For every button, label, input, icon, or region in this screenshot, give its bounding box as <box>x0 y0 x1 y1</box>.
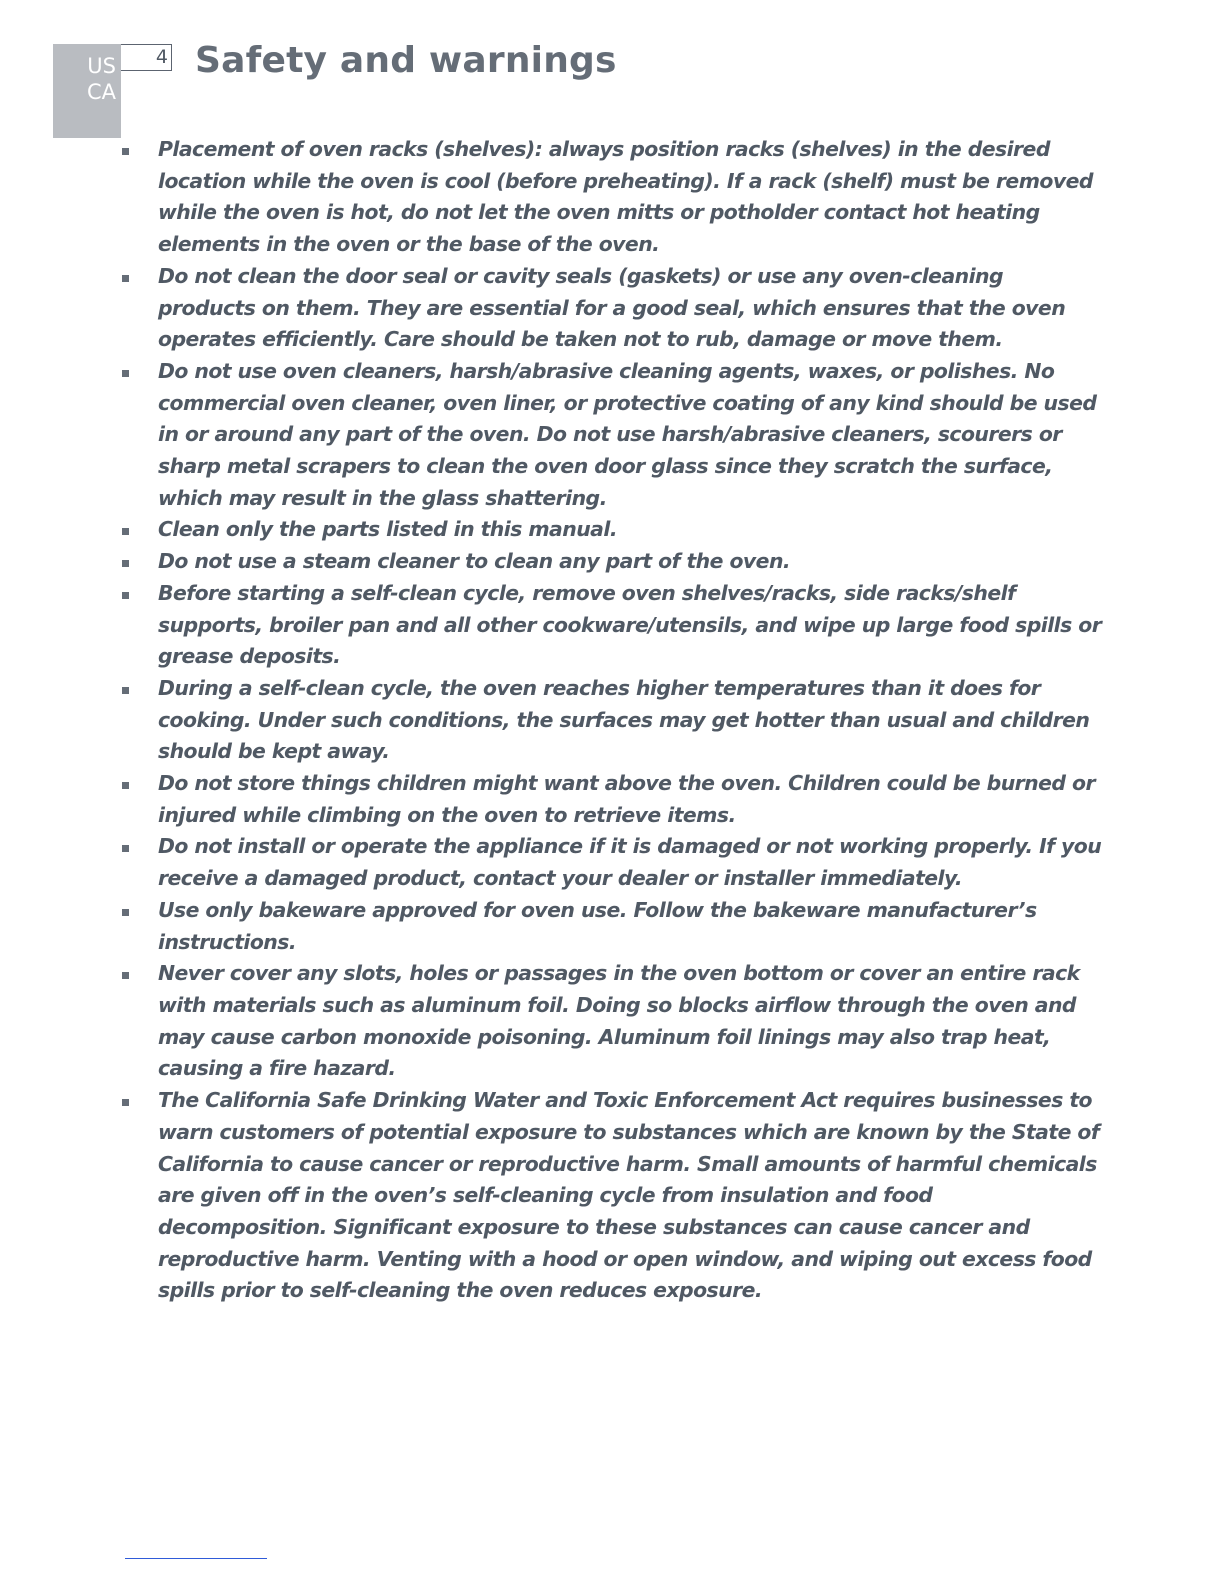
safety-list-item <box>120 673 1105 768</box>
safety-warnings-list <box>120 134 1105 1307</box>
square-bullet-icon <box>122 148 129 155</box>
safety-item-text: Use only bakeware approved for oven use. Follow the bakeware manufacturer’s instructions. <box>158 897 1037 954</box>
square-bullet-icon <box>122 909 129 916</box>
page-title: Safety and warnings <box>195 40 617 81</box>
square-bullet-icon <box>122 845 129 852</box>
safety-list-item <box>120 831 1105 894</box>
square-bullet-icon <box>122 592 129 599</box>
safety-item-text: The California Safe Drinking Water and Toxic Enforcement Act requires businesses to warn customers of potential exposure to substances which are known by the State of California to cause cancer or reproductive harm. Small amounts of harmful chemicals are given off in the oven’s self-cleaning cycle from insulation and food decomposition. Significant exposure to these substances can cause cancer and reproductive harm. Venting with a hood or open window, and wiping out excess food spills prior to self-cleaning the oven reduces exposure. <box>158 1088 1100 1303</box>
safety-item-text: Before starting a self-clean cycle, remove oven shelves/racks, side racks/shelf supports, broiler pan and all other cookware/utensils, and wipe up large food spills or grease deposits. <box>158 580 1102 669</box>
page-number-box <box>121 44 172 71</box>
square-bullet-icon <box>122 687 129 694</box>
safety-list-item <box>120 958 1105 1085</box>
square-bullet-icon <box>122 782 129 789</box>
safety-item-text: During a self-clean cycle, the oven reaches higher temperatures than it does for cooking. Under such conditions, the surfaces may get hotter than usual and children should be kept away. <box>158 675 1090 764</box>
square-bullet-icon <box>122 560 129 567</box>
safety-list-item <box>120 1085 1105 1307</box>
square-bullet-icon <box>122 275 129 282</box>
region-code-ca: CA <box>86 80 116 104</box>
region-tab <box>53 44 121 138</box>
safety-item-text: Clean only the parts listed in this manual. <box>158 517 618 542</box>
safety-list-item <box>120 514 1105 546</box>
safety-item-text: Do not store things children might want above the oven. Children could be burned or injured while climbing on the oven to retrieve items. <box>158 771 1095 827</box>
square-bullet-icon <box>122 1099 129 1106</box>
footer-rule <box>125 1558 267 1559</box>
square-bullet-icon <box>122 528 129 535</box>
safety-list-item <box>120 895 1105 958</box>
safety-item-text: Do not install or operate the appliance if it is damaged or not working properly. If you receive a damaged product, contact your dealer or installer immediately. <box>158 834 1102 891</box>
safety-item-text: Do not clean the door seal or cavity seals (gaskets) or use any oven-cleaning products on them. They are essential for a good seal, which ensures that the oven operates efficiently. Care should be taken not to rub, damage or move them. <box>158 263 1066 352</box>
safety-item-text: Do not use oven cleaners, harsh/abrasive cleaning agents, waxes, or polishes. No commercial oven cleaner, oven liner, or protective coating of any kind should be used in or around any part of the oven. Do not use harsh/abrasive cleaners, scourers or sharp metal scrapers to clean the oven door glass since they scratch the surface, which may result in the glass shattering. <box>158 358 1097 510</box>
square-bullet-icon <box>122 972 129 979</box>
safety-list-item <box>120 768 1105 831</box>
safety-list-item <box>120 356 1105 515</box>
safety-list-item <box>120 134 1105 261</box>
safety-item-text: Do not use a steam cleaner to clean any part of the oven. <box>158 549 791 574</box>
safety-list-item <box>120 546 1105 578</box>
square-bullet-icon <box>122 370 129 377</box>
safety-list-item <box>120 578 1105 673</box>
safety-list-item <box>120 261 1105 356</box>
safety-item-text: Placement of oven racks (shelves): always position racks (shelves) in the desired location while the oven is cool (before preheating). If a rack (shelf) must be removed while the oven is hot, do not let the oven mitts or potholder contact hot heating elements in the oven or the base of the oven. <box>158 137 1093 257</box>
safety-item-text: Never cover any slots, holes or passages in the oven bottom or cover an entire rack with materials such as aluminum foil. Doing so blocks airflow through the oven and may cause carbon monoxide poisoning. Aluminum foil linings may also trap heat, causing a fire hazard. <box>158 961 1080 1081</box>
page-number: 4 <box>155 46 168 68</box>
region-code-us: US <box>87 54 116 78</box>
